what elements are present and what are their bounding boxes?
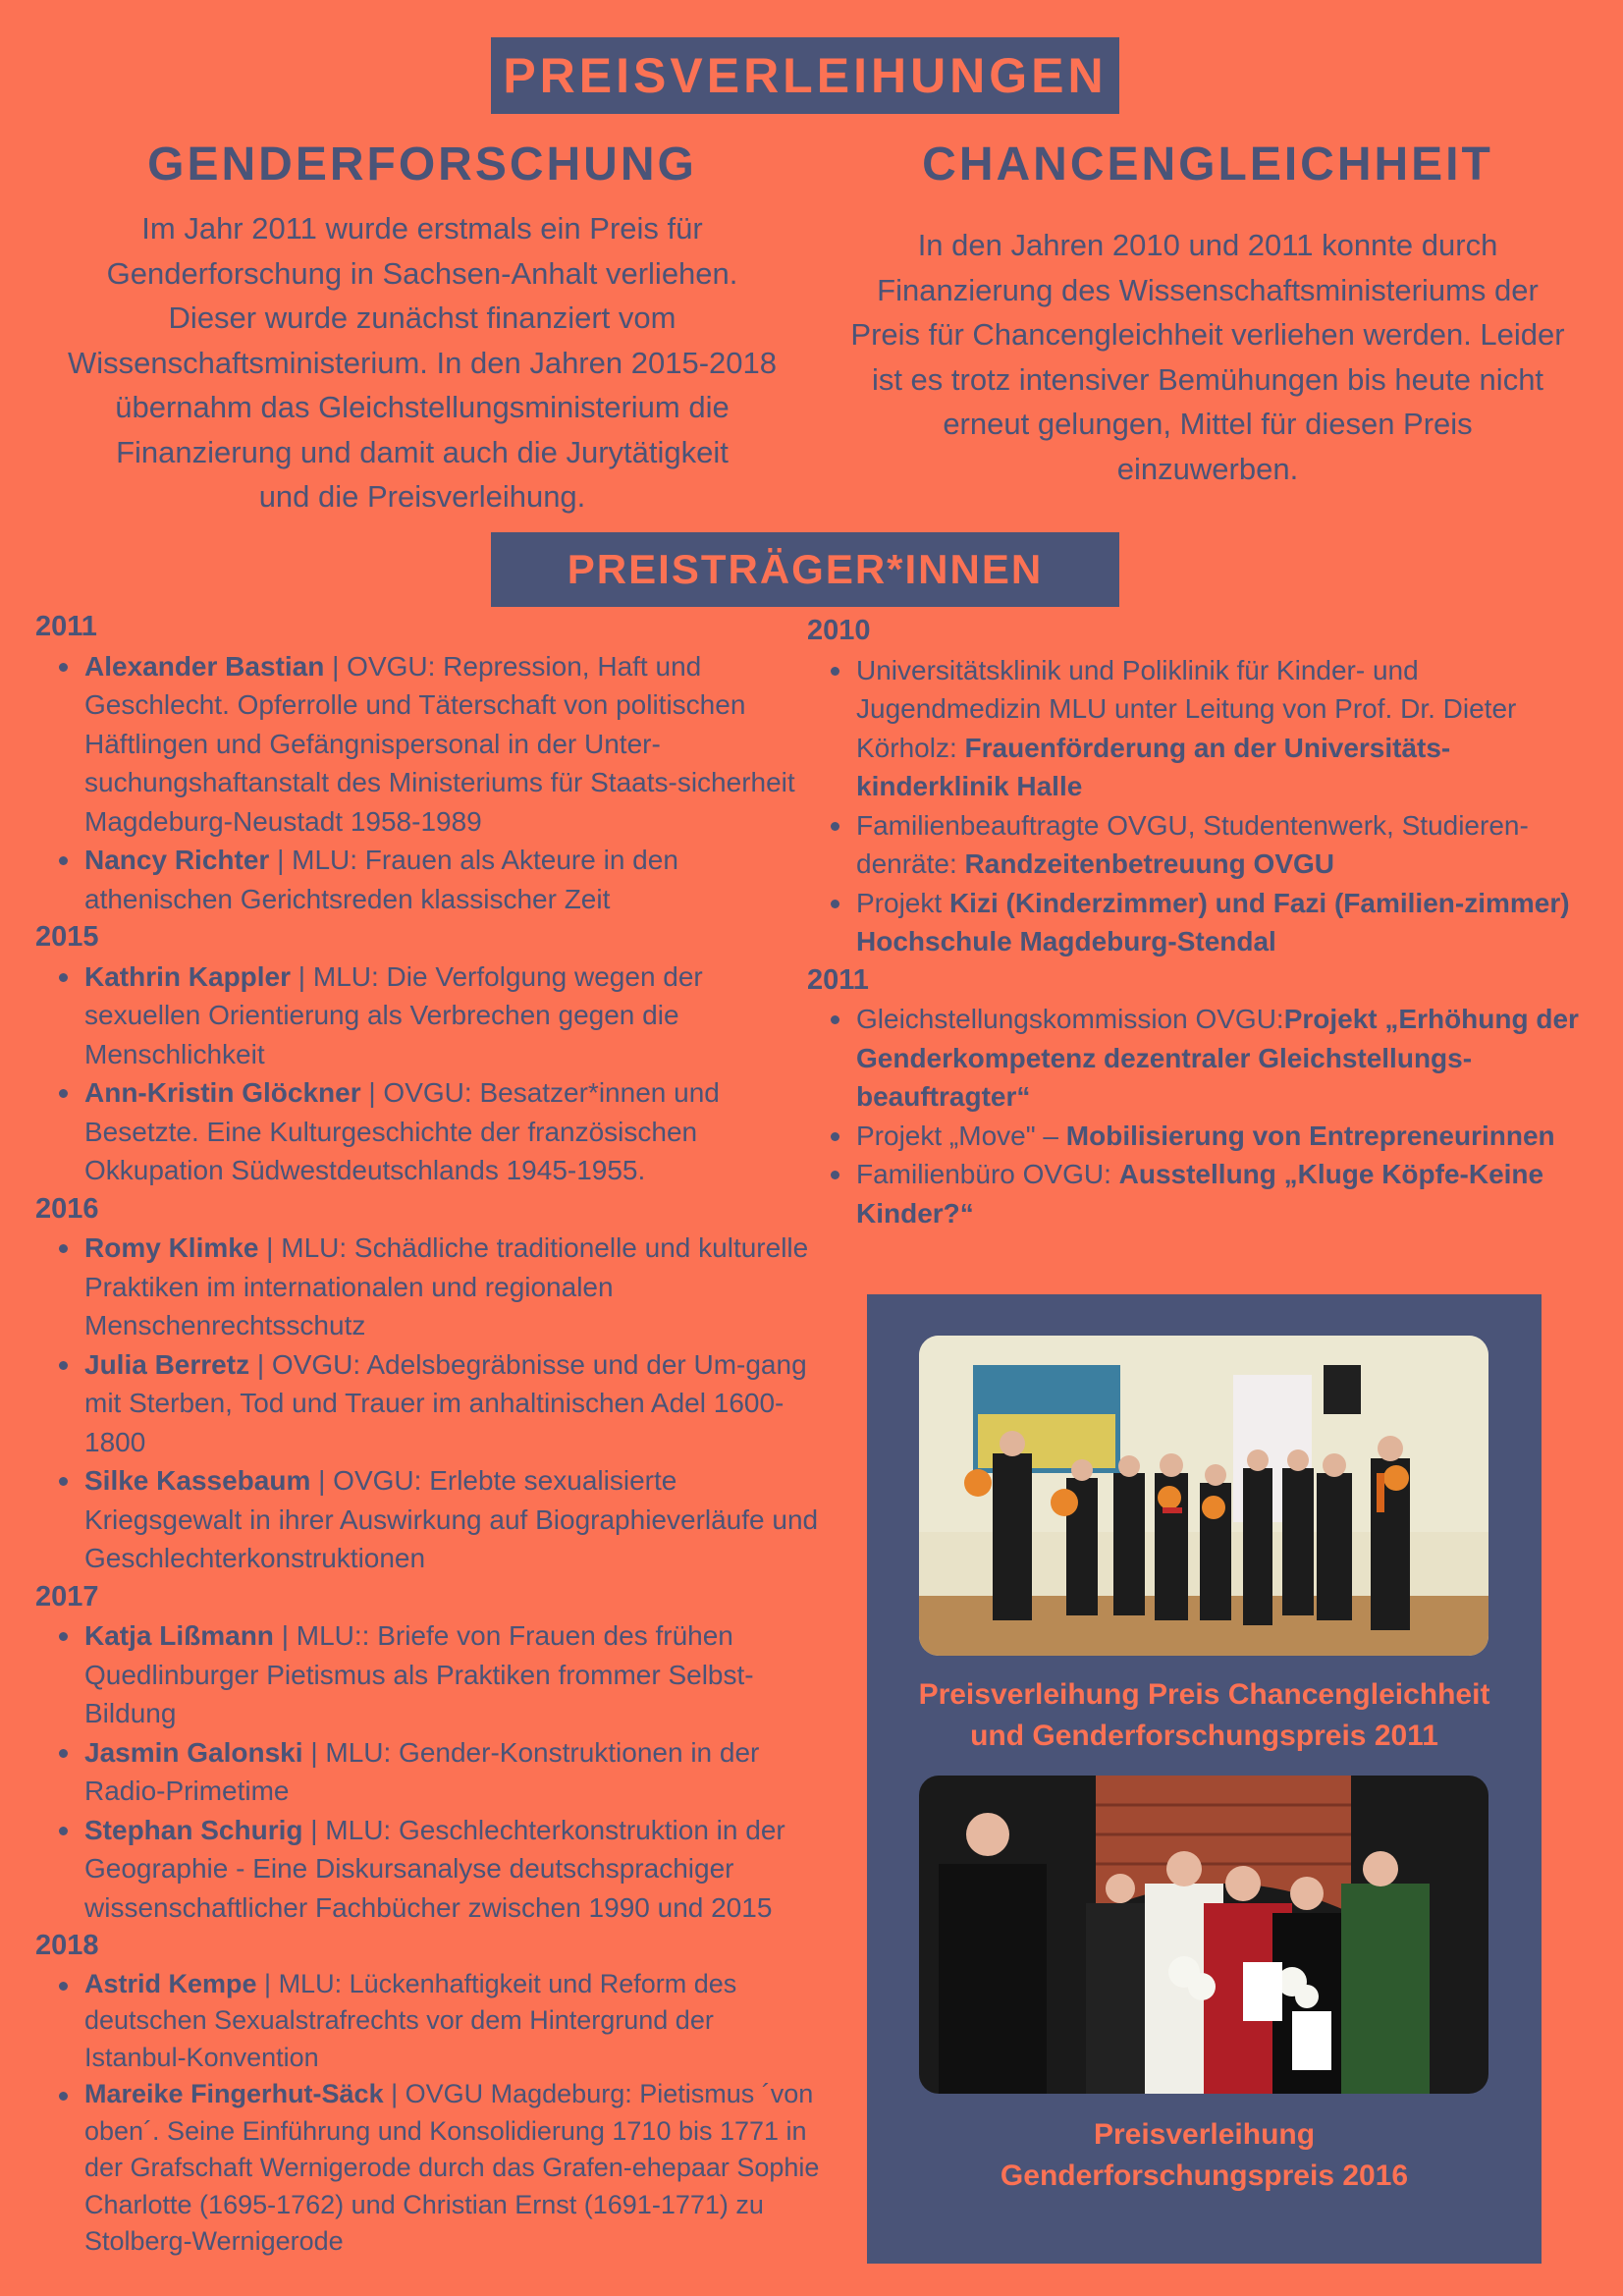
winner-thesis: | OVGU: Repression, Haft und Geschlecht. Opferrolle und Täterschaft von politischen Häftlingen und Gefängnispersonal in der Unter-suchungshaftanstalt des Ministeriums für Staats-sicherheit Magdeburg-Neustadt 1958-1989 (84, 650, 795, 837)
winner-institution: Familienbeauftragte OVGU, Studentenwerk, Studieren-denräte: (856, 809, 1529, 879)
winners-list (35, 1616, 821, 1927)
page-title-banner (491, 37, 1119, 114)
winners-list (35, 1966, 821, 2261)
chancengleichheit-intro (815, 223, 1600, 491)
winner-name: Romy Klimke (84, 1232, 259, 1263)
winner-item (84, 841, 821, 918)
winner-project: Ausstellung „Kluge Köpfe-Keine Kinder?“ (856, 1159, 1544, 1229)
genderforschung-winners (35, 608, 821, 2261)
winner-item (84, 1733, 821, 1811)
chancengleichheit-winners (807, 612, 1602, 1232)
caption-line: und Genderforschungspreis 2011 (970, 1720, 1438, 1752)
winner-name: Astrid Kempe (84, 1968, 257, 1998)
winner-name: Kathrin Kappler (84, 960, 292, 992)
winner-item (84, 957, 821, 1074)
winner-item (84, 2076, 821, 2261)
winner-thesis: | MLU: Die Verfolgung wegen der sexuellen Orientierung als Verbrechen gegen die Menschlichkeit (84, 960, 703, 1069)
chancengleichheit-heading: CHANCENGLEICHHEIT (922, 138, 1493, 191)
winner-thesis: | MLU:: Briefe von Frauen des frühen Quedlinburger Pietismus als Praktiken frommer Selbst-Bildung (84, 1620, 754, 1728)
genderforschung-intro (29, 206, 815, 519)
intro-line: Finanzierung und damit auch die Jurytätigkeit (116, 434, 729, 469)
intro-line: Im Jahr 2011 wurde erstmals ein Preis für (141, 211, 703, 246)
winner-name: Silke Kassebaum (84, 1465, 311, 1496)
intro-line: Preis für Chancengleichheit verliehen werden. Leider (850, 317, 1565, 352)
winner-item (856, 884, 1602, 961)
photo-caption-2011 (867, 1674, 1542, 1757)
intro-line: Wissenschaftsministerium. In den Jahren 2015-2018 (68, 345, 777, 380)
winner-item (84, 1616, 821, 1733)
winner-item (84, 1229, 821, 1345)
winner-item (856, 806, 1602, 884)
winner-thesis: | OVGU: Erlebte sexualisierte Kriegsgewalt in ihrer Auswirkung auf Biographieverläufe und Geschlechterkonstruktionen (84, 1465, 819, 1573)
winner-item (84, 1811, 821, 1928)
winner-institution: Universitätsklinik und Poliklinik für Kinder- und Jugendmedizin MLU unter Leitung von Prof. Dr. Dieter Körholz: (856, 654, 1517, 763)
winner-project: Frauenförderung an der Universitäts-kinderklinik Halle (856, 732, 1451, 801)
winner-thesis: | MLU: Geschlechterkonstruktion in der Geographie - Eine Diskursanalyse deutschsprachiger wissenschaftlicher Fachbücher zwischen 1990 und 2015 (84, 1814, 785, 1923)
winner-name: Stephan Schurig (84, 1814, 303, 1845)
intro-line: ist es trotz intensiver Bemühungen bis heute nicht (871, 361, 1544, 397)
winner-name: Ann-Kristin Glöckner (84, 1077, 361, 1108)
winner-institution: Projekt „Move" – (856, 1120, 1066, 1151)
year-2010: 2010 (807, 615, 871, 646)
winner-project: Randzeitenbetreuung OVGU (964, 848, 1334, 879)
winner-item (856, 651, 1602, 806)
winner-institution: Projekt (856, 887, 949, 918)
year-2018: 2018 (35, 1930, 99, 1961)
winner-thesis: | MLU: Frauen als Akteure in den athenischen Gerichtsreden klassischer Zeit (84, 845, 678, 914)
winner-thesis: | OVGU Magdeburg: Pietismus ´von oben´. Seine Einführung und Konsolidierung 1710 bis 1771 in der Grafschaft Wernigerode durch das Grafen-ehepaar Sophie Charlotte (1695-1762) und Christian Ernst (1691-1771) zu Stolberg-Wernigerode (84, 2079, 820, 2256)
intro-line: In den Jahren 2010 und 2011 konnte durch (917, 228, 1498, 262)
winner-item (856, 1000, 1602, 1117)
winners-list (807, 1000, 1602, 1232)
winners-list (35, 1229, 821, 1578)
winner-project: Mobilisierung von Entrepreneurinnen (1065, 1120, 1555, 1151)
winners-list (807, 651, 1602, 961)
winner-institution: Gleichstellungskommission OVGU: (856, 1004, 1284, 1034)
intro-line: Genderforschung in Sachsen-Anhalt verliehen. (106, 255, 738, 291)
winners-title: PREISTRÄGER*INNEN (567, 546, 1044, 592)
winner-thesis: | OVGU: Besatzer*innen und Besetzte. Eine Kulturgeschichte der französischen Okkupation Südwestdeutschlands 1945-1955. (84, 1077, 720, 1185)
winner-institution: Familienbüro OVGU: (856, 1159, 1119, 1189)
winner-item (84, 647, 821, 842)
intro-line: Finanzierung des Wissenschaftsministeriums der (877, 272, 1539, 307)
winner-thesis: | MLU: Gender-Konstruktionen in der Radio-Primetime (84, 1736, 760, 1806)
winner-item (84, 1345, 821, 1462)
winner-name: Alexander Bastian (84, 650, 325, 682)
winners-list (35, 647, 821, 919)
year-2015: 2015 (35, 921, 99, 953)
winner-name: Katja Lißmann (84, 1620, 274, 1651)
intro-line: Dieser wurde zunächst finanziert vom (168, 301, 676, 335)
winner-thesis: | OVGU: Adelsbegräbnisse und der Um-gang mit Sterben, Tod und Trauer im anhaltinischen Adel 1600-1800 (84, 1348, 807, 1457)
winner-thesis: | MLU: Lückenhaftigkeit und Reform des deutschen Sexualstrafrechts vor dem Hintergrund der Istanbul-Konvention (84, 1968, 737, 2072)
winner-item (856, 1117, 1602, 1156)
winner-name: Julia Berretz (84, 1348, 250, 1380)
winner-name: Nancy Richter (84, 845, 270, 875)
winner-project: Projekt „Erhöhung der Genderkompetenz dezentraler Gleichstellungs-beauftragter“ (856, 1004, 1579, 1112)
winner-name: Mareike Fingerhut-Säck (84, 2079, 384, 2108)
winner-name: Jasmin Galonski (84, 1736, 303, 1768)
winner-thesis: | MLU: Schädliche traditionelle und kulturelle Praktiken im internationalen und regionalen Menschenrechtsschutz (84, 1232, 809, 1340)
year-2011: 2011 (35, 611, 97, 642)
intro-line: übernahm das Gleichstellungsministerium die (115, 390, 730, 424)
page-title: PREISVERLEIHUNGEN (503, 48, 1108, 103)
winner-item (84, 1073, 821, 1190)
winners-list (35, 957, 821, 1190)
intro-line: einzuwerben. (1116, 451, 1299, 486)
winner-item (856, 1155, 1602, 1232)
intro-line: erneut gelungen, Mittel für diesen Preis (943, 407, 1473, 441)
year-2017: 2017 (35, 1580, 99, 1613)
winners-banner (491, 532, 1119, 607)
caption-line: Preisverleihung (1093, 2118, 1316, 2151)
intro-line: und die Preisverleihung. (258, 479, 586, 514)
caption-line: Genderforschungspreis 2016 (1000, 2159, 1409, 2192)
award-photo-2016 (919, 1776, 1488, 2094)
year-2011: 2011 (807, 963, 869, 996)
winner-project: Kizi (Kinderzimmer) und Fazi (Familien-zimmer) Hochschule Magdeburg-Stendal (856, 887, 1570, 957)
award-photo-2011 (919, 1336, 1488, 1656)
photo-panel (867, 1294, 1542, 2264)
caption-line: Preisverleihung Preis Chancengleichheit (918, 1678, 1490, 1711)
winner-item (84, 1966, 821, 2077)
photo-caption-2016 (867, 2114, 1542, 2197)
year-2016: 2016 (35, 1192, 99, 1225)
genderforschung-heading: GENDERFORSCHUNG (147, 138, 697, 191)
winner-item (84, 1461, 821, 1578)
